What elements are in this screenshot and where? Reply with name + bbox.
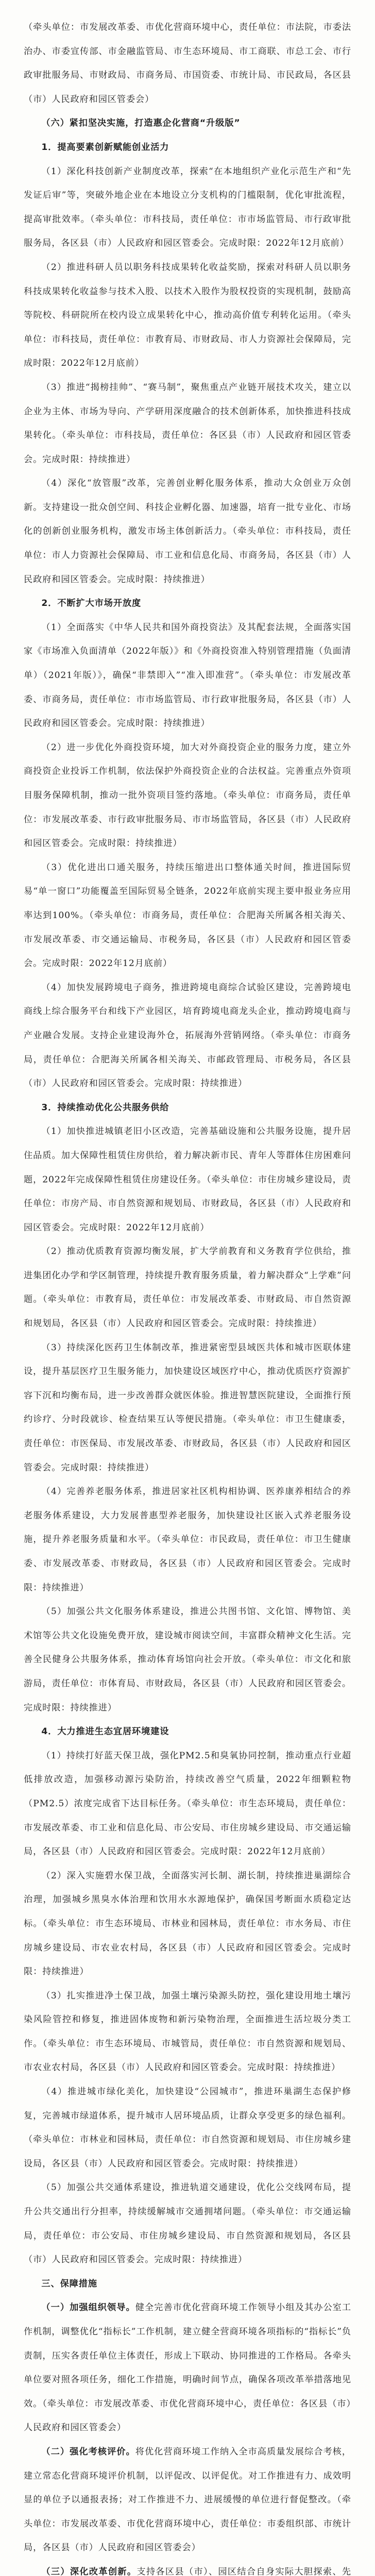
item-heading: 3．持续推动优化公共服务供给 — [41, 1102, 169, 1113]
item-heading: 4．大力推进生态宜居环境建设 — [41, 1726, 169, 1737]
measure-lead: （三）深化改革创新。 — [41, 2566, 137, 2576]
measure-lead: （一）加强组织领导。 — [41, 2302, 135, 2313]
paragraph: （1）深化科技创新产业制度改革，探索“在本地组织产业化示范生产和“先发证后审”等，突破外地企业在本地设立分支机构的门槛限制，优化审批流程，提高审批效率。（牵头单位：市科技局，责任单位：市市场监管局、市行政审批服务局，各区县（市）人民政府和园区管委会。完成时限：2022年12月底前） — [24, 166, 351, 249]
measure-paragraph — [24, 2560, 351, 2576]
item-heading: 2．不断扩大市场开放度 — [41, 598, 142, 609]
paragraph: （1）全面落实《中华人民共和国外商投资法》及其配套法规，全面落实国家《市场准入负面清单（2022年版）》和《外商投资准入特别管理措施（负面清单）（2021年版）》，确保“非禁即入”“准入即准营”。（牵头单位：市发展改革委、市商务局，责任单位：市市场监管局、市行政审批服务局，各区县（市）人民政府和园区管委会。完成时限：持续推进） — [24, 622, 351, 729]
paragraph: （3）扎实推进净土保卫战，加强土壤污染源头防控，强化建设用地土壤污染风险管控和修复，推进固体废物和新污染物治理，全面推进生活垃圾分类工作。（牵头单位：市生态环境局、市城管局，责任单位：市自然资源和规划局、市农业农村局，各区县（市）人民政府和园区管委会。完成时限：持续推进） — [24, 1990, 351, 2073]
paragraph: （牵头单位：市发展改革委、市优化营商环境中心，责任单位：市法院，市委法治办、市委宣传部、市金融监管局、市生态环境局、市工商联、市总工会、市行政审批服务局、市财政局、市商务局、市国资委、市统计局、市民政局，各区县（市）人民政府和园区管委会） — [24, 22, 351, 105]
paragraph: （2）推动优质教育资源均衡发展，扩大学前教育和义务教育学位供给，推进集团化办学和学区制管理，持续提升教育服务质量，着力解决群众“上学难”问题。（牵头单位：市教育局，责任单位：市发展改革委、市财政局、市自然资源和规划局，各区县（市）人民政府和园区管委会。完成时限：持续推进） — [24, 1246, 351, 1329]
paragraph: （4）推进城市绿化美化，加快建设“公园城市”，推进环巢湖生态保护修复，完善城市绿道体系，提升城市人居环境品质，让群众享受更多的绿色福利。（牵头单位：市林业和园林局，责任单位：市自然资源和规划局、市住房城乡建设局，各区县（市）人民政府和园区管委会。完成时限：持续推进） — [24, 2087, 351, 2169]
paragraph: （5）加强公共文化服务体系建设，推进公共图书馆、文化馆、博物馆、美术馆等公共文化设施免费开放，建设城市阅读空间，丰富群众精神文化生活。完善全民健身公共服务体系，推动体育场馆向社会开放。（牵头单位：市文化和旅游局，责任单位：市体育局、市财政局，各区县（市）人民政府和园区管委会。完成时限：持续推进） — [24, 1606, 351, 1713]
paragraph: （1）持续打好蓝天保卫战，强化PM2.5和臭氧协同控制，推动重点行业超低排放改造，加强移动源污染防治，持续改善空气质量，2022年细颗粒物（PM2.5）浓度完成省下达目标任务。（牵头单位：市生态环境局，责任单位：市发展改革委、市工业和信息化局、市公安局、市住房城乡建设局、市交通运输局，各区县（市）人民政府和园区管委会。完成时限：2022年12月底前） — [24, 1750, 351, 1857]
measure-text: 支持各区县（市）、园区结合自身实际大胆探索、先 — [137, 2566, 351, 2576]
measure-text: 将优化营商环境工作纳入全市高质量发展综合考核，建立常态化营商环境评价机制，以评促改、以评促优。对工作推进有力、成效明显的单位予以通报表扬；对工作推进不力、进展缓慢的单位进行督促整改。（牵头单位：市发展改革委、市优化营商环境中心，责任单位：市委组织部、市统计局，各区县（市）人民政府和园区管委会） — [24, 2446, 351, 2553]
section-heading: 三、保障措施 — [41, 2278, 97, 2289]
paragraph: （4）完善养老服务体系，推进居家社区机构相协调、医养康养相结合的养老服务体系建设，大力发展普惠型养老服务，加快建设社区嵌入式养老服务设施，提升养老服务质量和水平。（牵头单位：市民政局，责任单位：市卫生健康委、市发展改革委、市财政局，各区县（市）人民政府和园区管委会。完成时限：持续推进） — [24, 1486, 351, 1593]
paragraph: （1）加快推进城镇老旧小区改造，完善基础设施和公共服务设施，提升居住品质。加大保障性租赁住房供给，着力解决新市民、青年人等群体住房困难问题，2022年完成保障性租赁住房建设任务。（牵头单位：市住房城乡建设局，责任单位：市房产局、市自然资源和规划局、市财政局，各区县（市）人民政府和园区管委会。完成时限：2022年12月底前） — [24, 1126, 351, 1233]
paragraph: （3）持续深化医药卫生体制改革，推进紧密型县域医共体和城市医联体建设，提升基层医疗卫生服务能力，加快建设区域医疗中心，推动优质医疗资源扩容下沉和均衡布局，进一步改善群众就医体验。推进智慧医院建设，全面推行预约诊疗、分时段就诊、检查结果互认等便民措施。（牵头单位：市卫生健康委，责任单位：市医保局、市发展改革委、市财政局，各区县（市）人民政府和园区管委会。完成时限：持续推进） — [24, 1342, 351, 1473]
paragraph: （4）加快发展跨境电子商务，推进跨境电商综合试验区建设，完善跨境电商线上综合服务平台和线下产业园区，培育跨境电商龙头企业，推动跨境电商与产业融合发展。支持企业建设海外仓，拓展海外营销网络。（牵头单位：市商务局，责任单位：合肥海关所属各相关海关、市邮政管理局、市税务局，各区县（市）人民政府和园区管委会。完成时限：持续推进） — [24, 982, 351, 1089]
paragraph: （2）进一步优化外商投资环境，加大对外商投资企业的服务力度，建立外商投资企业投诉工作机制，依法保护外商投资企业的合法权益。完善重点外资项目服务保障机制，推动一批外资项目签约落地。（牵头单位：市商务局，责任单位：市发展改革委、市行政审批服务局、市市场监管局，各区县（市）人民政府和园区管委会。完成时限：持续推进） — [24, 742, 351, 849]
document-body — [24, 15, 351, 2576]
paragraph: （3）推进“揭榜挂帅”、“赛马制”，聚焦重点产业链开展技术攻关，建立以企业为主体、市场为导向、产学研用深度融合的技术创新体系，加快推进科技成果转化。（牵头单位：市科技局，责任单位：各区县（市）人民政府和园区管委会。完成时限：持续推进） — [24, 382, 351, 465]
paragraph: （2）推进科研人员以职务科技成果转化收益奖励，探索对科研人员以职务科技成果转化收益参与技术入股、以技术入股作为股权投资的实现机制，鼓励高等院校、科研院所在校内设立成果转化中心，推动高价值专利转化运用。（牵头单位：市科技局，责任单位：市教育局、市财政局、市人力资源社会保障局，完成时限：2022年12月底前） — [24, 262, 351, 369]
measure-paragraph — [24, 2440, 351, 2560]
paragraph: （2）深入实施碧水保卫战，全面落实河长制、湖长制，持续推进巢湖综合治理，加强城乡黑臭水体治理和饮用水水源地保护，确保国考断面水质稳定达标。（牵头单位：市生态环境局、市林业和园林局，责任单位：市水务局、市住房城乡建设局、市农业农村局，各区县（市）人民政府和园区管委会。完成时限：持续推进） — [24, 1870, 351, 1977]
section-subheading: （六）紧扣坚决实施，打造惠企化营商“升级版” — [41, 118, 241, 129]
measure-text: 健全完善市优化营商环境工作领导小组及其办公室工作机制，调整优化“指标长”工作机制，建立健全营商环境各项指标的“指标长”负责制，压实各责任单位主体责任，形成上下联动、协同推进的工作格局。各牵头单位要对照各项任务，细化工作措施，明确时间节点，确保各项改革举措落地见效。（牵头单位：市发展改革委、市优化营商环境中心，责任单位：各区县（市）人民政府和园区管委会） — [24, 2302, 351, 2433]
paragraph: （3）优化进出口通关服务，持续压缩进出口整体通关时间，推进国际贸易“单一窗口”功能覆盖至国际贸易全链条，2022年底前实现主要申报业务应用率达到100%。（牵头单位：市商务局，责任单位：合肥海关所属各相关海关、市发展改革委、市交通运输局、市税务局，各区县（市）人民政府和园区管委会。完成时限：2022年12月底前） — [24, 862, 351, 969]
paragraph: （5）加强公共交通体系建设，推进轨道交通建设，优化公交线网布局，提升公共交通出行分担率，持续缓解城市交通拥堵问题。（牵头单位：市交通运输局，责任单位：市公安局、市住房城乡建设局、市自然资源和规划局，各区县（市）人民政府和园区管委会。完成时限：持续推进） — [24, 2182, 351, 2265]
item-heading: 1．提高要素创新赋能创业活力 — [41, 142, 169, 152]
paragraph: （4）深化“放管服”改革，完善创业孵化服务体系，推动大众创业万众创新。支持建设一批众创空间、科技企业孵化器、加速器，培育一批专业化、市场化的创新创业服务机构，激发市场主体创新活力。（牵头单位：市科技局，责任单位：市人力资源社会保障局、市工业和信息化局、市商务局，各区县（市）人民政府和园区管委会。完成时限：持续推进） — [24, 478, 351, 585]
measure-lead: （二）强化考核评价。 — [41, 2446, 135, 2457]
measure-paragraph — [24, 2296, 351, 2440]
